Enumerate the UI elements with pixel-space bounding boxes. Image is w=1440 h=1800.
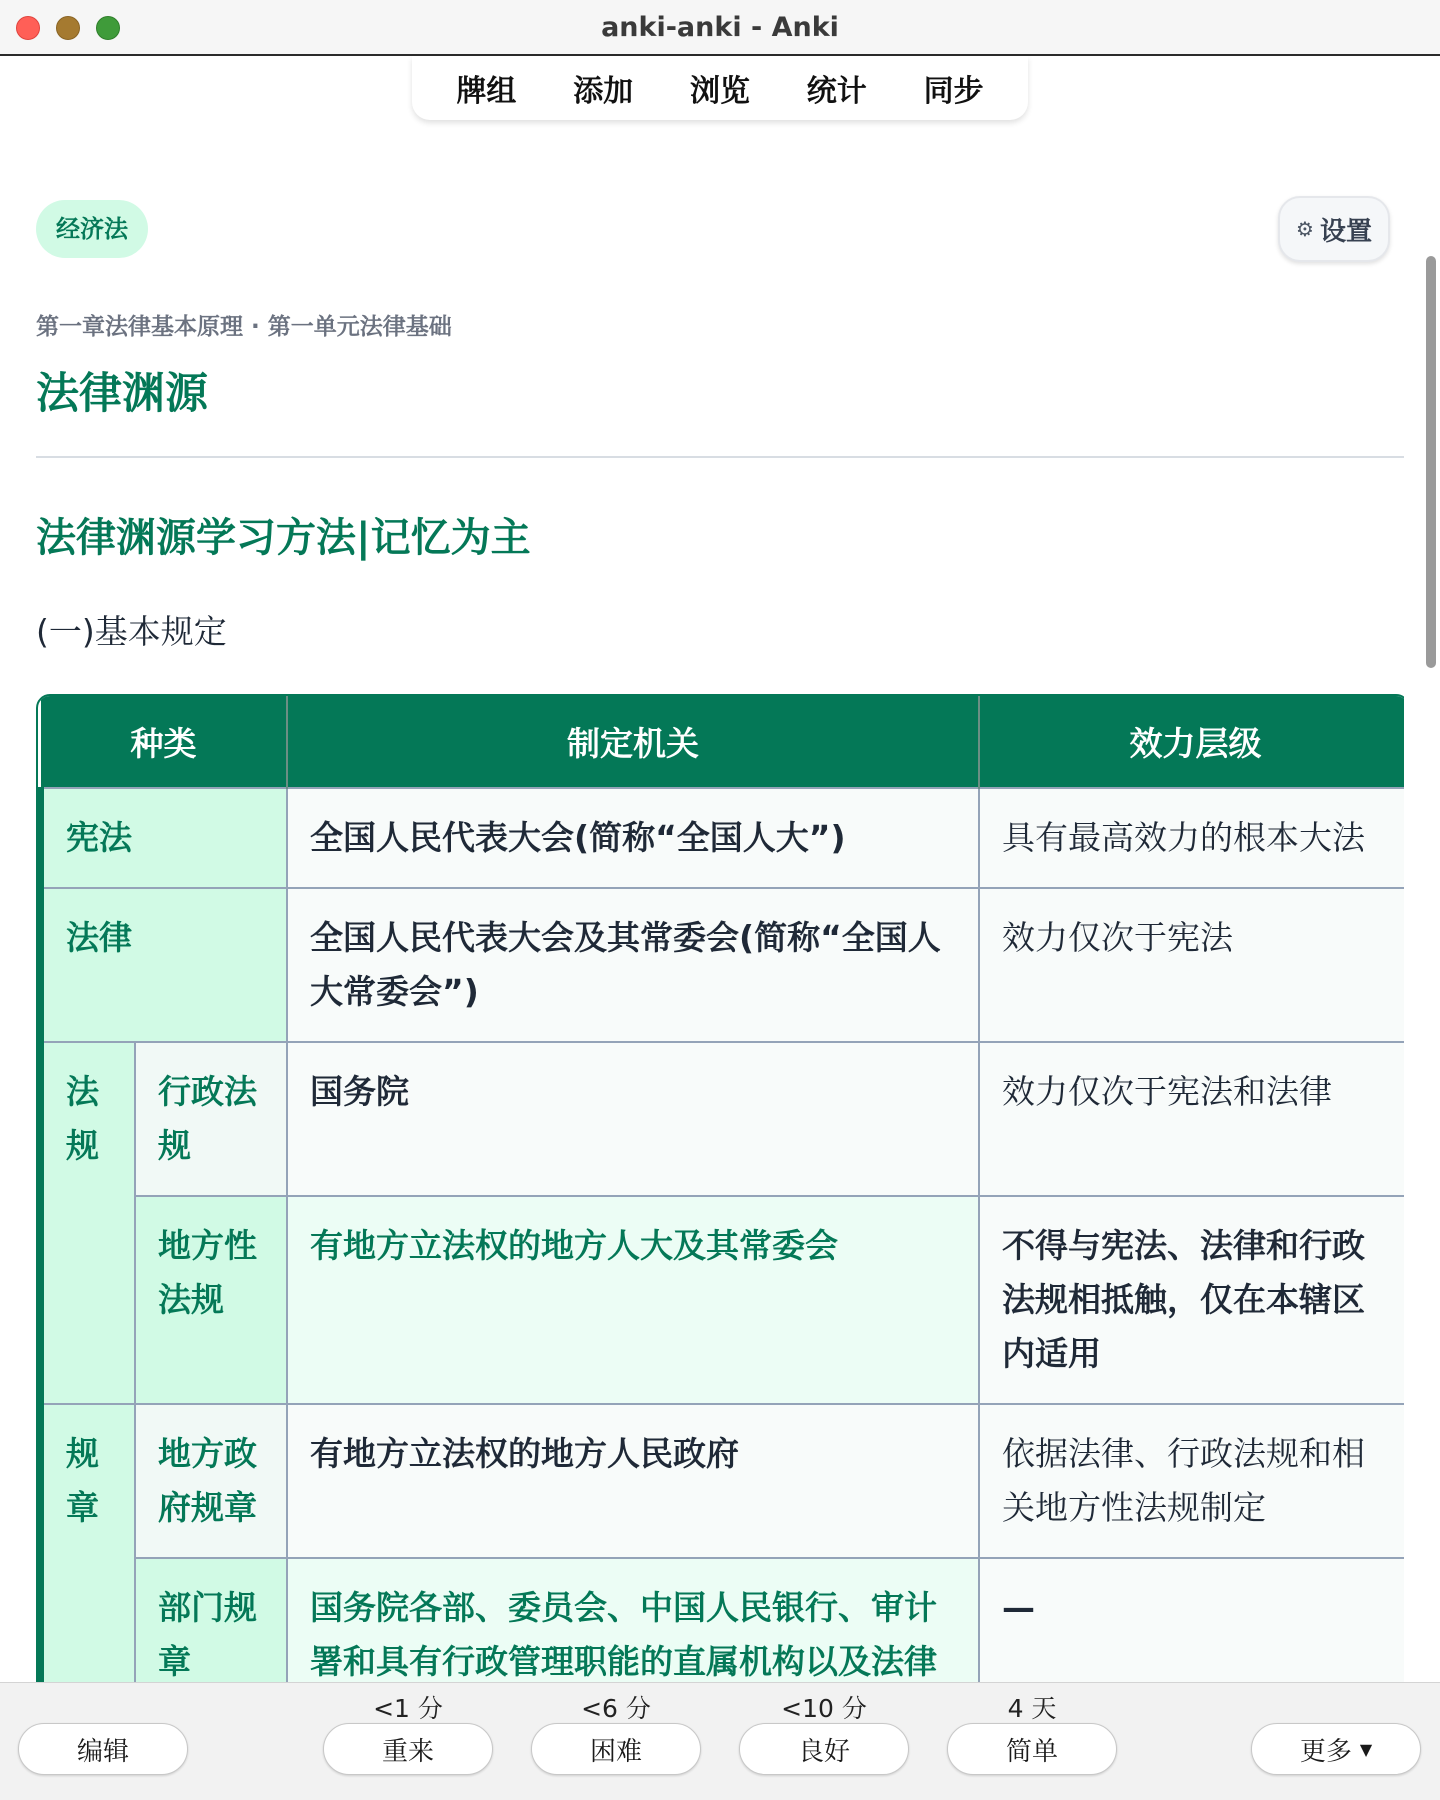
row-agency: 国务院 <box>287 1042 979 1196</box>
more-button[interactable] <box>1251 1723 1421 1775</box>
subsection-heading: (一)基本规定 <box>36 612 227 651</box>
row-effect: 依据法律、行政法规和相关地方性法规制定 <box>979 1404 1404 1558</box>
nav-browse[interactable]: 浏览 <box>689 74 750 109</box>
row-agency: 有地方立法权的地方人民政府 <box>287 1404 979 1558</box>
again-due: <1 分 <box>373 1694 443 1723</box>
row-effect: 效力仅次于宪法和法律 <box>979 1042 1404 1196</box>
top-nav <box>412 56 1028 120</box>
hard-due: <6 分 <box>581 1694 651 1723</box>
page-title: 法律渊源 <box>36 369 208 419</box>
nav-decks[interactable]: 牌组 <box>456 74 517 109</box>
row-agency: 全国人民代表大会(简称“全国人大”) <box>287 788 979 888</box>
row-category: 宪法 <box>41 788 287 888</box>
row-subcategory: 地方政府规章 <box>135 1404 287 1558</box>
row-agency: 有地方立法权的地方人大及其常委会 <box>287 1196 979 1404</box>
table-row <box>41 788 1404 888</box>
settings-button[interactable] <box>1278 196 1390 262</box>
table-row <box>41 1558 1404 1682</box>
more-label: 更多 <box>1299 1736 1352 1767</box>
row-effect: — <box>979 1558 1404 1682</box>
table-header-row <box>41 696 1404 788</box>
review-bottom-bar <box>0 1682 1440 1800</box>
row-subcategory: 部门规章 <box>135 1558 287 1682</box>
scrollbar-thumb[interactable] <box>1426 256 1436 668</box>
settings-label: 设置 <box>1319 216 1372 247</box>
nav-sync[interactable]: 同步 <box>923 74 984 109</box>
table-row <box>41 1404 1404 1558</box>
table-row <box>41 1042 1404 1196</box>
hard-button[interactable]: 困难 <box>531 1723 701 1775</box>
good-button[interactable]: 良好 <box>739 1723 909 1775</box>
good-due: <10 分 <box>781 1694 867 1723</box>
table-row <box>41 888 1404 1042</box>
row-subcategory: 地方性法规 <box>135 1196 287 1404</box>
easy-button[interactable]: 简单 <box>947 1723 1117 1775</box>
vertical-scrollbar[interactable] <box>1422 120 1440 1680</box>
header-agency: 制定机关 <box>287 696 979 788</box>
title-bar <box>0 0 1440 56</box>
header-type: 种类 <box>41 696 287 788</box>
window-title: anki-anki - Anki <box>601 12 839 43</box>
divider <box>36 456 1404 458</box>
row-effect: 不得与宪法、法律和行政法规相抵触，仅在本辖区内适用 <box>979 1196 1404 1404</box>
row-subcategory: 行政法规 <box>135 1042 287 1196</box>
nav-stats[interactable]: 统计 <box>806 74 867 109</box>
header-effect: 效力层级 <box>979 696 1404 788</box>
caret-down-icon: ▼ <box>1359 1739 1373 1759</box>
again-button[interactable]: 重来 <box>323 1723 493 1775</box>
edit-button[interactable]: 编辑 <box>18 1723 188 1775</box>
breadcrumb: 第一章法律基本原理 · 第一单元法律基础 <box>36 314 452 340</box>
easy-due: 4 天 <box>1007 1694 1057 1723</box>
law-sources-table <box>36 694 1404 1682</box>
row-effect: 效力仅次于宪法 <box>979 888 1404 1042</box>
row-agency: 国务院各部、委员会、中国人民银行、审计署和具有行政管理职能的直属机构以及法律 <box>287 1558 979 1682</box>
table-row <box>41 1196 1404 1404</box>
nav-add[interactable]: 添加 <box>573 74 634 109</box>
section-title: 法律渊源学习方法|记忆为主 <box>36 515 531 561</box>
row-category: 法律 <box>41 888 287 1042</box>
row-effect: 具有最高效力的根本大法 <box>979 788 1404 888</box>
deck-tag: 经济法 <box>36 200 148 258</box>
card-content <box>36 120 1404 1682</box>
gear-icon: ⚙ <box>1296 217 1314 241</box>
row-agency: 全国人民代表大会及其常委会(简称“全国人大常委会”) <box>287 888 979 1042</box>
row-category: 规章 <box>41 1404 135 1682</box>
row-category: 法规 <box>41 1042 135 1404</box>
